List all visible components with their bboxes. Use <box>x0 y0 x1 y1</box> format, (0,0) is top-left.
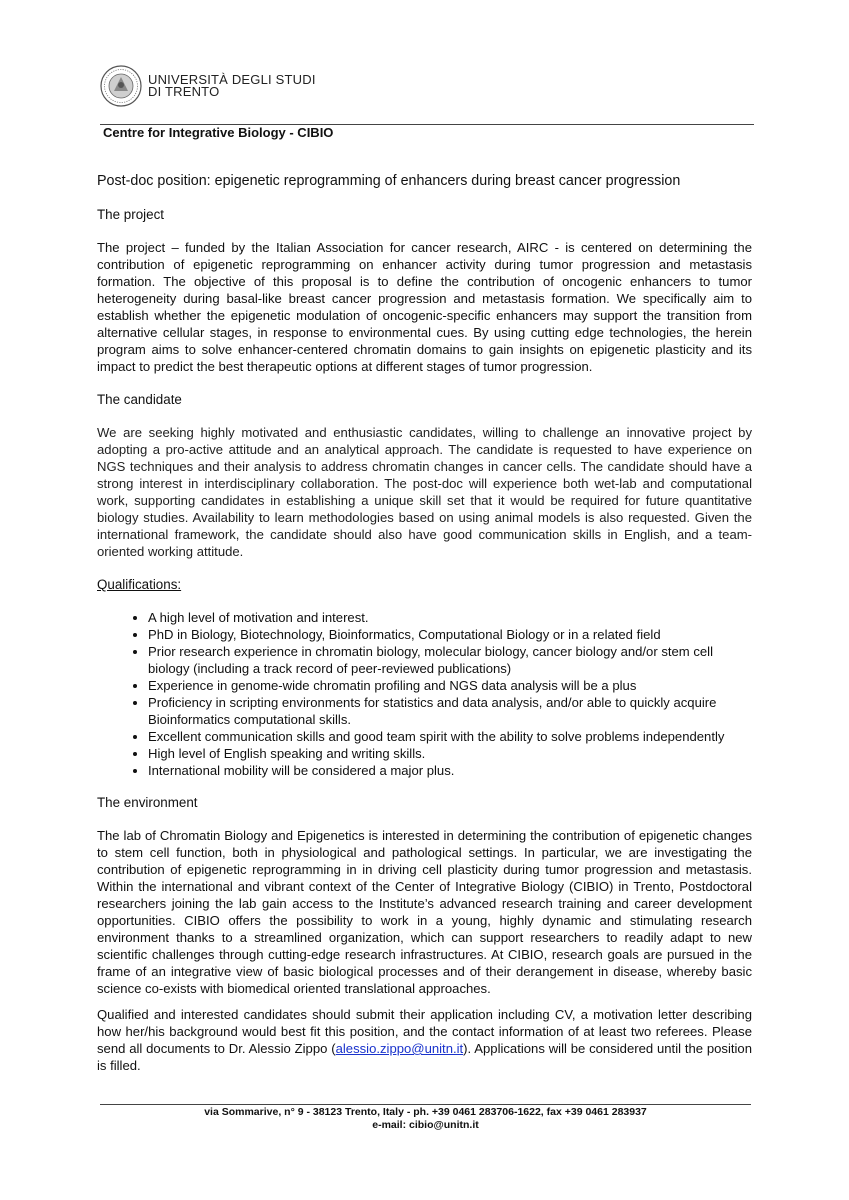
university-logo <box>100 65 316 107</box>
project-heading: The project <box>97 207 164 222</box>
footer-address: via Sommarive, n° 9 - 38123 Trento, Italy - ph. +39 0461 283706-1622, fax +39 0461 283937 <box>204 1106 647 1118</box>
footer-email: e-mail: cibio@unitn.it <box>372 1119 479 1131</box>
application-text-before: Qualified and interested candidates should submit their application including CV, a motivation letter describing how her/his background would best fit this position, and the contact information of at least two referees. Please send all documents to Dr. Alessio Zippo ( <box>97 1007 752 1056</box>
list-item: • International mobility will be considered a major plus. <box>148 762 752 779</box>
list-item: • PhD in Biology, Biotechnology, Bioinformatics, Computational Biology or in a related field <box>148 626 752 643</box>
candidate-heading: The candidate <box>97 392 182 407</box>
qualifications-list <box>97 609 752 779</box>
project-text: The project – funded by the Italian Association for cancer research, AIRC - is centered on determining the contribution of epigenetic reprogramming on enhancer activity during tumor progression and metastasis formation. The objective of this proposal is to define the contribution of oncogenic enhancers to tumor heterogeneity during basal-like breast cancer progression and metastasis formation. We specifically aim to establish whether the epigenetic modulation of oncogenic-specific enhancers may support the transition from alternative cellular stages, in response to environmental cues. By using cutting edge technologies, the herein program aims to solve enhancer-centered chromatin domains to gain insights on epigenetic plasticity and its impact to predict the best therapeutic options at different stages of tumor progression. <box>97 240 752 374</box>
candidate-text: We are seeking highly motivated and enthusiastic candidates, willing to challenge an innovative project by adopting a pro-active attitude and an analytical approach. The candidate is requested to have experience on NGS techniques and their analysis to address chromatin changes in cancer cells. The candidate should have a strong interest in interdisciplinary collaboration. The post-doc will experience both wet-lab and computational work, supporting candidates in establishing a unique skill set that it would be required for future quantitative biology studies. Availability to learn methodologies based on using animal models is also requested. Given the international framework, the candidate should also have good communication skills in English, and a team-oriented working attitude. <box>97 425 752 559</box>
university-name <box>148 74 316 98</box>
university-name-line1: UNIVERSITÀ DEGLI STUDI <box>148 72 316 87</box>
application-text <box>97 1006 752 1074</box>
list-item: • A high level of motivation and interest. <box>148 609 752 626</box>
footer <box>100 1106 751 1132</box>
university-seal-icon <box>100 65 142 107</box>
footer-divider <box>100 1104 751 1105</box>
university-name-line2: DI TRENTO <box>148 84 220 99</box>
qualifications-heading: Qualifications: <box>97 577 182 592</box>
list-item: • Excellent communication skills and good team spirit with the ability to solve problems independently <box>148 728 752 745</box>
page-title: Post-doc position: epigenetic reprogramming of enhancers during breast cancer progression <box>97 173 681 189</box>
environment-text: The lab of Chromatin Biology and Epigenetics is interested in determining the contribution of epigenetic changes to stem cell function, both in physiological and pathological settings. In particular, we are investigating the contribution of epigenetic reprogramming in in driving cell plasticity during tumor progression and metastasis. Within the international and vibrant context of the Center of Integrative Biology (CIBIO) in Trento, Postdoctoral researchers joining the lab gain access to the Institute’s advanced research training and career development opportunities. CIBIO offers the possibility to work in a young, highly dynamic and stimulating research environment thanks to a streamlined organization, which can support researchers to readily adapt to new scientific challenges through cutting-edge research infrastructures. At CIBIO, research goals are pursued in the frame of an integrative view of basic biological processes and of their derangement in disease, whereby basic science co-exists with biomedical oriented translational approaches. <box>97 828 752 996</box>
environment-heading: The environment <box>97 795 198 810</box>
list-item: • Experience in genome-wide chromatin profiling and NGS data analysis will be a plus <box>148 677 752 694</box>
list-item: • Prior research experience in chromatin biology, molecular biology, cancer biology and/or stem cell biology (including a track record of peer-reviewed publications) <box>148 643 752 677</box>
application-text-after: ). Applications will be considered until the position is filled. <box>97 1041 752 1073</box>
document-body <box>97 172 752 1090</box>
list-item: • High level of English speaking and writing skills. <box>148 745 752 762</box>
list-item: • Proficiency in scripting environments for statistics and data analysis, and/or able to quickly acquire Bioinformatics computational skills. <box>148 694 752 728</box>
contact-email-link[interactable]: alessio.zippo@unitn.it <box>335 1041 464 1056</box>
department-name: Centre for Integrative Biology - CIBIO <box>103 125 334 140</box>
